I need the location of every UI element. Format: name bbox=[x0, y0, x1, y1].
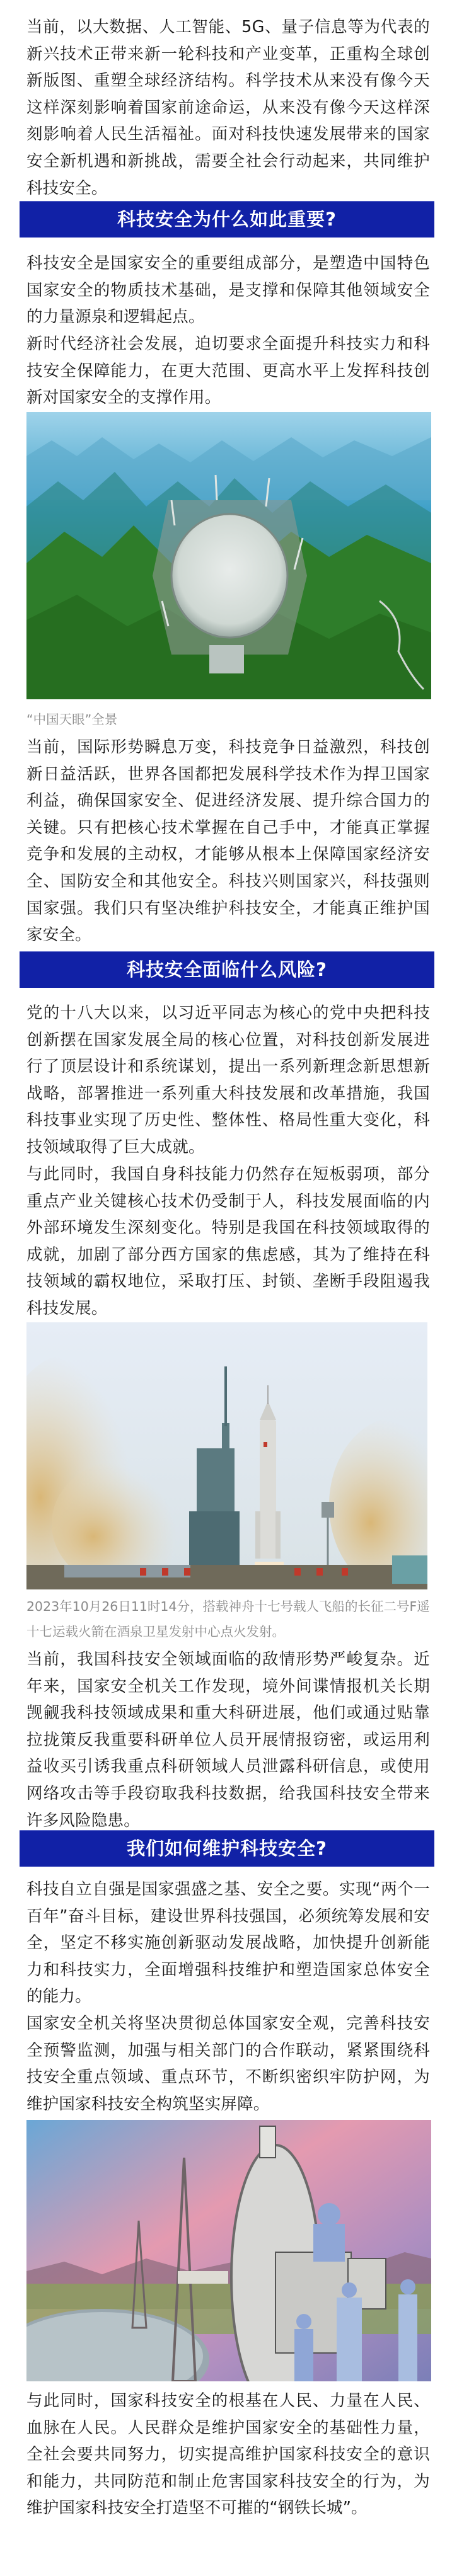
paragraph: 科技安全是国家安全的重要组成部分，是塑造中国特色国家安全的物质技术基础，是支撑和保障其他领域安全的力量源泉和逻辑起点。 bbox=[26, 254, 430, 327]
section-heading-measures: 我们如何维护科技安全? bbox=[20, 1830, 434, 1867]
paragraph: 当前，国际形势瞬息万变，科技竞争日益激烈，科技创新日益活跃，世界各国都把发展科学技术作为捍卫国家利益，确保国家安全、促进经济发展、提升综合国力的关键。只有把核心技术掌握在自己手中，才能真正掌握竞争和发展的主动权，才能够从根本上保障国家经济安全、国防安全和其他安全。科技兴则国家兴，科技强则国家强。我们只有坚决维护科技安全，才能真正维护国家安全。 bbox=[26, 738, 430, 945]
rocket-launch-image bbox=[26, 1322, 427, 1589]
telescope-maintenance-illustration bbox=[26, 2120, 431, 2381]
paragraph: 新时代经济社会发展，迫切要求全面提升科技实力和科技安全保障能力，在更大范围、更高水平上发挥科技创新对国家安全的支撑作用。 bbox=[26, 335, 430, 408]
image-caption: “中国天眼”全景 bbox=[26, 712, 118, 727]
paragraph: 与此同时，我国自身科技能力仍然存在短板弱项，部分重点产业关键核心技术仍受制于人，科技发展面临的内外部环境发生深刻变化。特别是我国在科技领域取得的成就，加剧了部分西方国家的焦虑感，其为了维持在科技领域的霸权地位，采取打压、封锁、垄断手段阻遏我科技发展。 bbox=[26, 1165, 430, 1318]
image-caption: 2023年10月26日11时14分，搭载神舟十七号载人飞船的长征二号F遥十七运载火箭在酒泉卫星发射中心点火发射。 bbox=[26, 1599, 430, 1639]
paragraph: 与此同时，国家科技安全的根基在人民、力量在人民、血脉在人民。人民群众是维护国家安全的基础性力量，全社会要共同努力，切实提高维护国家科技安全的意识和能力，共同防范和制止危害国家科技安全的行为，为维护国家科技安全打造坚不可摧的“钢铁长城”。 bbox=[26, 2391, 430, 2518]
section-heading-importance: 科技安全为什么如此重要? bbox=[20, 201, 434, 238]
fast-telescope-photo bbox=[26, 412, 431, 699]
rocket-launch-photo bbox=[26, 1322, 427, 1589]
paragraph: 国家安全机关将坚决贯彻总体国家安全观，完善科技安全预警监测，加强与相关部门的合作联动，紧紧围绕科技安全重点领域、重点环节，不断织密织牢防护网，为维护国家科技安全构筑坚实屏障。 bbox=[26, 2014, 430, 2114]
technicians-illustration-image bbox=[26, 2120, 431, 2381]
telescope-landscape-image bbox=[26, 412, 431, 699]
paragraph: 党的十八大以来，以习近平同志为核心的党中央把科技创新摆在国家发展全局的核心位置，对科技创新发展进行了顶层设计和系统谋划，提出一系列新理念新思想新战略，部署推进一系列重大科技发展和改革措施，我国科技事业实现了历史性、整体性、格局性重大变化，科技领域取得了巨大成就。 bbox=[26, 1004, 430, 1157]
paragraph: 当前，我国科技安全领域面临的敌情形势严峻复杂。近年来，国家安全机关工作发现，境外间谍情报机关长期觊觎我科技领域成果和重大科研进展，他们或通过贴靠拉拢策反我重要科研单位人员开展情报窃密，或运用利益收买引诱我重点科研领域人员泄露科研信息，或使用网络攻击等手段窃取我科技数据，给我国科技安全带来许多风险隐患。 bbox=[26, 1650, 430, 1830]
intro-paragraph: 当前，以大数据、人工智能、5G、量子信息等为代表的新兴技术正带来新一轮科技和产业变革，正重构全球创新版图、重塑全球经济结构。科学技术从来没有像今天这样深刻影响着国家前途命运，从来没有像今天这样深刻影响着人民生活福祉。面对科技快速发展带来的国家安全新机遇和新挑战，需要全社会行动起来，共同维护科技安全。 bbox=[26, 18, 430, 198]
section-heading-risks: 科技安全面临什么风险? bbox=[20, 951, 434, 988]
paragraph: 科技自立自强是国家强盛之基、安全之要。实现“两个一百年”奋斗目标，建设世界科技强国，必须统筹发展和安全，坚定不移实施创新驱动发展战略，加快提升创新能力和科技实力，全面增强科技维护和塑造国家总体安全的能力。 bbox=[26, 1880, 430, 2006]
